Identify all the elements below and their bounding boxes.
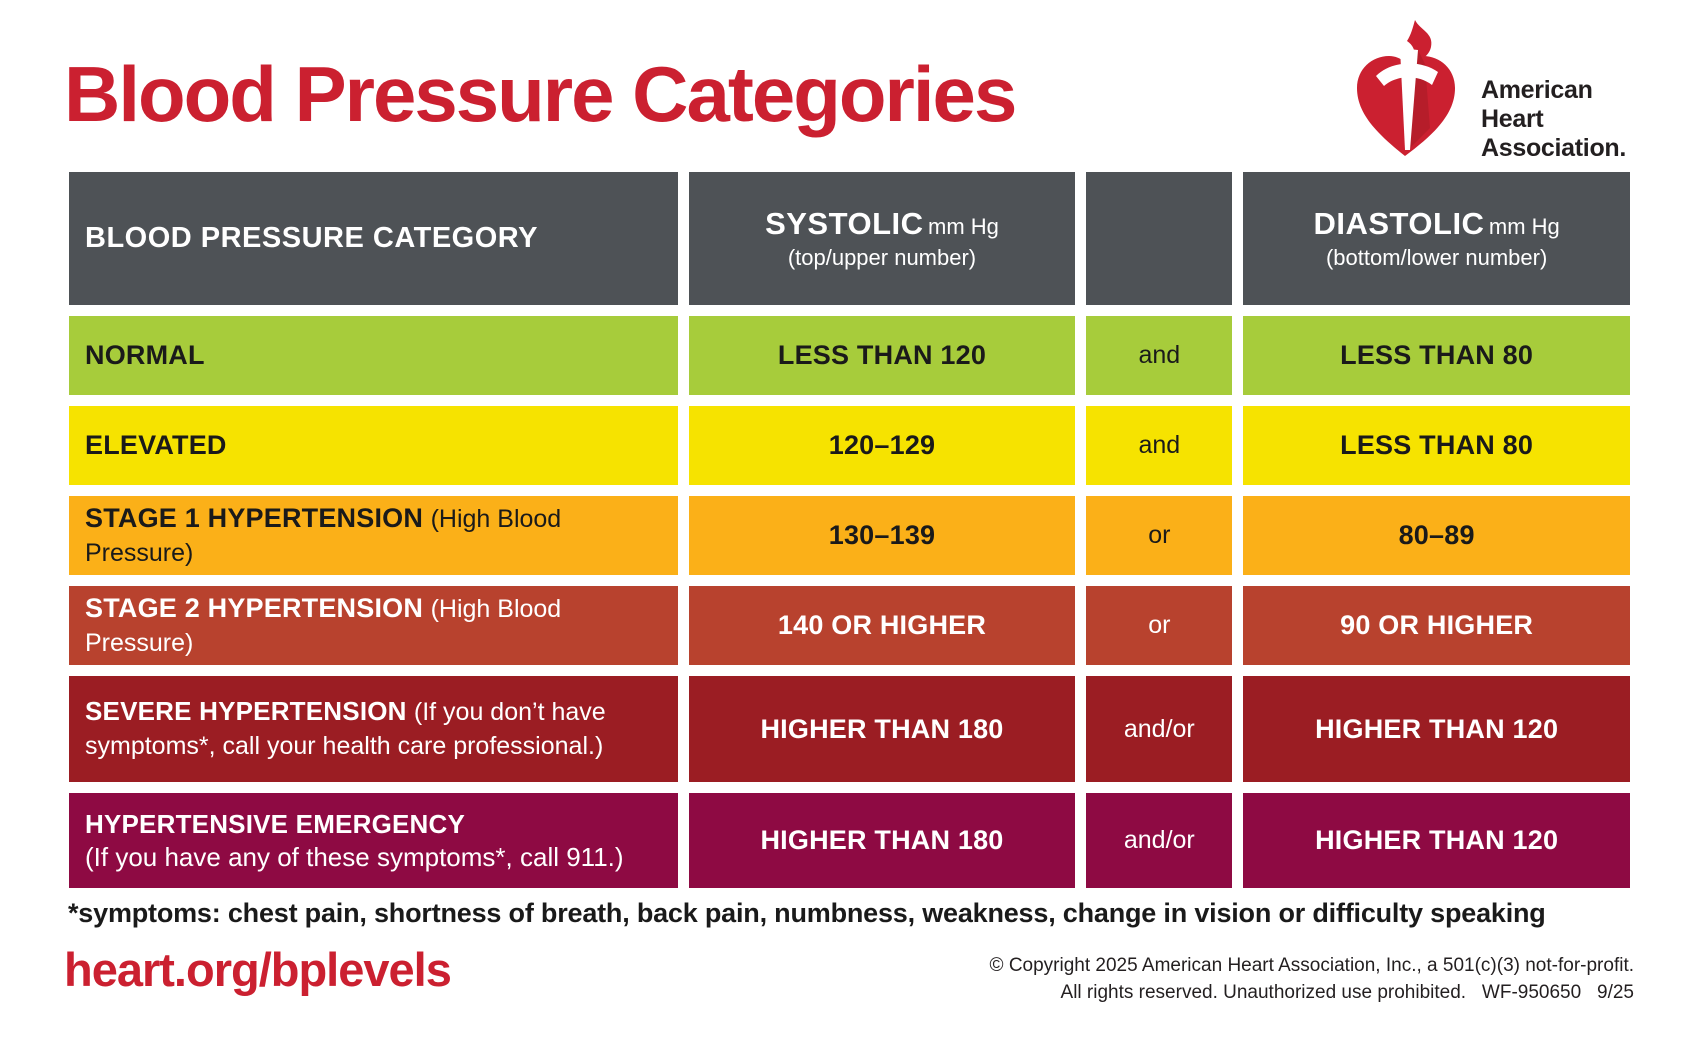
diastolic-value: 80–89	[1243, 496, 1630, 575]
category-cell	[69, 676, 678, 782]
category-label: STAGE 1 HYPERTENSION	[85, 502, 424, 533]
table-row-severe	[69, 676, 1630, 782]
symptoms-footnote: *symptoms: chest pain, shortness of breath, back pain, numbness, weakness, change in vision or difficulty speaking	[68, 898, 1546, 928]
category-note: (If you have any of these symptoms*, call 911.)	[85, 841, 624, 872]
connector: or	[1086, 496, 1232, 575]
connector: and	[1086, 316, 1232, 395]
diastolic-value: HIGHER THAN 120	[1243, 793, 1630, 888]
diastolic-value: HIGHER THAN 120	[1243, 676, 1630, 782]
connector: and/or	[1086, 676, 1232, 782]
header-systolic-sub: (top/upper number)	[787, 245, 977, 271]
category-label: NORMAL	[85, 340, 205, 370]
category-label: ELEVATED	[85, 430, 227, 460]
systolic-value: 130–139	[689, 496, 1076, 575]
aha-logo-line2: Heart	[1481, 105, 1544, 133]
category-cell	[69, 406, 678, 485]
systolic-value: LESS THAN 120	[689, 316, 1076, 395]
table-row-elevated	[69, 406, 1630, 485]
header-diastolic	[1243, 172, 1630, 305]
diastolic-value: 90 OR HIGHER	[1243, 586, 1630, 665]
aha-logo-line1: American	[1481, 76, 1593, 104]
header-diastolic-title: DIASTOLIC	[1313, 206, 1485, 242]
table-row-stage2	[69, 586, 1630, 665]
header-diastolic-unit: mm Hg	[1488, 214, 1560, 240]
systolic-value: HIGHER THAN 180	[689, 793, 1076, 888]
category-cell	[69, 586, 678, 665]
table-row-normal	[69, 316, 1630, 395]
category-cell	[69, 316, 678, 395]
copyright-notice	[990, 952, 1634, 1006]
header-systolic-title: SYSTOLIC	[765, 206, 924, 242]
category-cell	[69, 793, 678, 888]
connector: or	[1086, 586, 1232, 665]
header-category: BLOOD PRESSURE CATEGORY	[69, 172, 678, 305]
copyright-line2: All rights reserved. Unauthorized use prohibited. WF-950650 9/25	[1060, 982, 1634, 1003]
header-connector-spacer	[1086, 172, 1232, 305]
category-note: (If you don’t have symptoms*, call your health care professional.)	[85, 698, 606, 760]
table-row-emergency	[69, 793, 1630, 888]
category-cell	[69, 496, 678, 575]
connector: and	[1086, 406, 1232, 485]
copyright-line1: © Copyright 2025 American Heart Association, Inc., a 501(c)(3) not-for-profit.	[989, 955, 1634, 976]
category-label: SEVERE HYPERTENSION	[85, 696, 407, 726]
category-label: STAGE 2 HYPERTENSION	[85, 592, 424, 623]
aha-logo-text	[1481, 76, 1626, 163]
systolic-value: HIGHER THAN 180	[689, 676, 1076, 782]
category-note: (High Blood Pressure)	[85, 594, 562, 657]
systolic-value: 120–129	[689, 406, 1076, 485]
diastolic-value: LESS THAN 80	[1243, 316, 1630, 395]
category-label: HYPERTENSIVE EMERGENCY	[85, 808, 466, 839]
connector: and/or	[1086, 793, 1232, 888]
header-systolic-unit: mm Hg	[928, 214, 999, 240]
header-diastolic-sub: (bottom/lower number)	[1325, 245, 1548, 271]
header-systolic	[689, 172, 1076, 305]
page-title: Blood Pressure Categories	[64, 50, 1016, 138]
category-note: (High Blood Pressure)	[85, 504, 562, 567]
aha-logo-line3: Association.	[1481, 134, 1627, 162]
heart-torch-icon	[1348, 20, 1464, 160]
table-header-row	[69, 172, 1630, 305]
heart-org-link[interactable]: heart.org/bplevels	[64, 943, 451, 996]
bp-table	[69, 172, 1630, 888]
systolic-value: 140 OR HIGHER	[689, 586, 1076, 665]
table-row-stage1	[69, 496, 1630, 575]
diastolic-value: LESS THAN 80	[1243, 406, 1630, 485]
